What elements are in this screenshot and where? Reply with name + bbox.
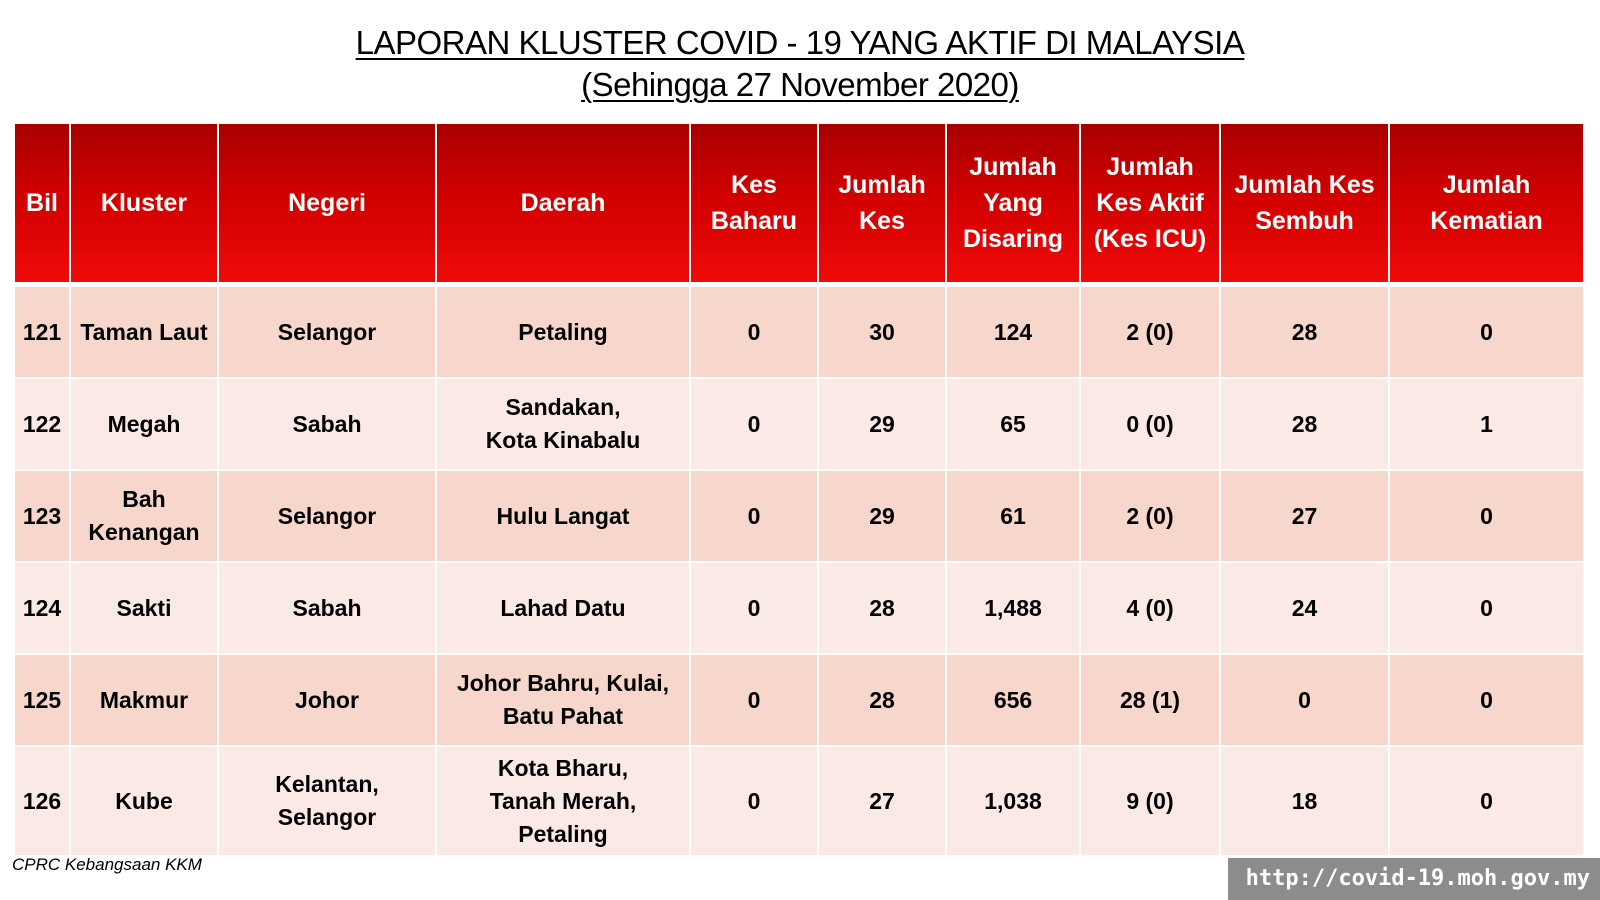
cell-text: Makmur [99, 686, 189, 713]
column-header-text: Kes [859, 207, 905, 235]
cell-jumlah-kes: 28 [819, 563, 947, 655]
table-row [15, 655, 1583, 747]
title-line-1: LAPORAN KLUSTER COVID - 19 YANG AKTIF DI MALAYSIA [355, 24, 1245, 61]
cell-text: Kota Kinabalu [485, 427, 641, 453]
column-header-text: Kes [731, 171, 777, 199]
cell-bil: 122 [15, 379, 71, 471]
column-header-text: Kes Aktif [1096, 189, 1204, 217]
cell-text: Taman Laut [80, 318, 208, 345]
column-header-text: Kluster [100, 189, 188, 217]
column-header-jumlah-kes [819, 124, 947, 287]
cell-text: Hulu Langat [496, 502, 630, 529]
cell-jumlah-disaring: 1,038 [947, 747, 1081, 857]
table-row [15, 471, 1583, 563]
column-header-jumlah-kes-sembuh [1221, 124, 1390, 287]
cell-jumlah-kes-sembuh: 28 [1221, 379, 1390, 471]
cell-text: Petaling [518, 318, 608, 345]
column-header-text: Jumlah [1442, 171, 1531, 199]
column-header-text: Sembuh [1255, 207, 1354, 235]
cell-jumlah-kematian: 1 [1390, 379, 1583, 471]
table-row [15, 379, 1583, 471]
cell-jumlah-kes-sembuh: 18 [1221, 747, 1390, 857]
cell-jumlah-kes-sembuh: 28 [1221, 287, 1390, 379]
cell-text: Sabah [292, 594, 362, 621]
cell-kluster [71, 747, 219, 857]
cell-jumlah-kes-sembuh: 27 [1221, 471, 1390, 563]
title-line-2: (Sehingga 27 November 2020) [581, 66, 1019, 103]
website-url: http://covid-19.moh.gov.my [1228, 858, 1600, 900]
cell-jumlah-kes-aktif: 0 (0) [1081, 379, 1221, 471]
cell-jumlah-kes: 30 [819, 287, 947, 379]
cell-negeri [219, 471, 437, 563]
cell-kes-baharu: 0 [691, 287, 819, 379]
cell-negeri [219, 655, 437, 747]
cell-jumlah-kes-aktif: 28 (1) [1081, 655, 1221, 747]
cell-kluster [71, 471, 219, 563]
cell-text: Kube [115, 787, 173, 814]
cell-jumlah-disaring: 1,488 [947, 563, 1081, 655]
cell-kes-baharu: 0 [691, 379, 819, 471]
cell-bil: 121 [15, 287, 71, 379]
cell-jumlah-kematian: 0 [1390, 563, 1583, 655]
source-note: CPRC Kebangsaan KKM [12, 855, 202, 874]
cell-negeri [219, 563, 437, 655]
column-header-text: Negeri [288, 189, 366, 217]
cell-text: Selangor [277, 804, 377, 830]
column-header-text: (Kes ICU) [1093, 225, 1207, 253]
column-header-text: Kematian [1430, 207, 1543, 235]
cell-text: Johor [295, 686, 359, 713]
column-header-kes-baharu [691, 124, 819, 287]
cell-jumlah-kes: 27 [819, 747, 947, 857]
cell-kes-baharu: 0 [691, 655, 819, 747]
cell-jumlah-disaring: 656 [947, 655, 1081, 747]
cell-bil: 126 [15, 747, 71, 857]
table-body [15, 287, 1583, 857]
column-header-jumlah-kes-aktif [1081, 124, 1221, 287]
cell-text: Bah [122, 486, 166, 512]
cell-daerah [437, 747, 691, 857]
cell-text: Tanah Merah, [489, 787, 637, 814]
cell-text: Sandakan, [505, 394, 621, 420]
cell-jumlah-disaring: 124 [947, 287, 1081, 379]
cell-kluster [71, 379, 219, 471]
cell-jumlah-kes-sembuh: 0 [1221, 655, 1390, 747]
cell-jumlah-kes-aktif: 4 (0) [1081, 563, 1221, 655]
cell-daerah [437, 287, 691, 379]
column-header-negeri [219, 124, 437, 287]
cell-text: Megah [107, 410, 181, 437]
cell-kluster [71, 287, 219, 379]
cell-daerah [437, 379, 691, 471]
column-header-text: Daerah [520, 189, 606, 217]
cell-daerah [437, 655, 691, 747]
table-row [15, 747, 1583, 857]
cell-text: Kenangan [88, 519, 200, 545]
report-title [0, 22, 1600, 106]
cell-jumlah-kes-sembuh: 24 [1221, 563, 1390, 655]
column-header-jumlah-kematian [1390, 124, 1583, 287]
cell-text: Petaling [518, 820, 608, 847]
table-row [15, 563, 1583, 655]
column-header-text: Jumlah [1106, 153, 1194, 181]
cell-jumlah-kematian: 0 [1390, 655, 1583, 747]
cell-negeri [219, 287, 437, 379]
column-header-text: Jumlah [969, 153, 1057, 181]
column-header-text: Baharu [710, 207, 798, 235]
column-header-jumlah-disaring [947, 124, 1081, 287]
table-row [15, 287, 1583, 379]
cell-text: Johor Bahru, Kulai, [456, 670, 670, 696]
cell-text: Selangor [277, 318, 377, 345]
cell-jumlah-kematian: 0 [1390, 747, 1583, 857]
cell-jumlah-kes: 29 [819, 379, 947, 471]
cell-jumlah-kes-aktif: 2 (0) [1081, 287, 1221, 379]
column-header-kluster [71, 124, 219, 287]
column-header-text: Jumlah [838, 171, 926, 199]
column-header-daerah [437, 124, 691, 287]
cell-kes-baharu: 0 [691, 747, 819, 857]
cell-kes-baharu: 0 [691, 563, 819, 655]
column-header-text: Jumlah Kes [1234, 171, 1375, 199]
column-header-text: Bil [26, 189, 58, 217]
cell-text: Kota Bharu, [497, 754, 629, 781]
cell-daerah [437, 563, 691, 655]
cell-text: Selangor [277, 502, 377, 529]
cell-text: Kelantan, [275, 771, 379, 797]
cell-text: Lahad Datu [500, 594, 626, 621]
column-header-text: Yang [983, 189, 1043, 217]
cell-kluster [71, 563, 219, 655]
table-header-row [15, 124, 1583, 287]
cell-jumlah-disaring: 61 [947, 471, 1081, 563]
cell-kes-baharu: 0 [691, 471, 819, 563]
column-header-bil [15, 124, 71, 287]
column-header-text: Disaring [962, 225, 1064, 253]
cell-jumlah-kes-aktif: 2 (0) [1081, 471, 1221, 563]
cell-negeri [219, 379, 437, 471]
cell-text: Sakti [116, 594, 172, 621]
cell-text: Batu Pahat [502, 703, 624, 729]
cell-jumlah-disaring: 65 [947, 379, 1081, 471]
cell-jumlah-kes-aktif: 9 (0) [1081, 747, 1221, 857]
cell-jumlah-kes: 29 [819, 471, 947, 563]
cell-jumlah-kematian: 0 [1390, 287, 1583, 379]
cell-text: Sabah [292, 410, 362, 437]
cluster-table [15, 124, 1583, 857]
cell-jumlah-kes: 28 [819, 655, 947, 747]
cell-kluster [71, 655, 219, 747]
cell-daerah [437, 471, 691, 563]
cell-negeri [219, 747, 437, 857]
cell-bil: 123 [15, 471, 71, 563]
cell-bil: 124 [15, 563, 71, 655]
cell-jumlah-kematian: 0 [1390, 471, 1583, 563]
cell-bil: 125 [15, 655, 71, 747]
